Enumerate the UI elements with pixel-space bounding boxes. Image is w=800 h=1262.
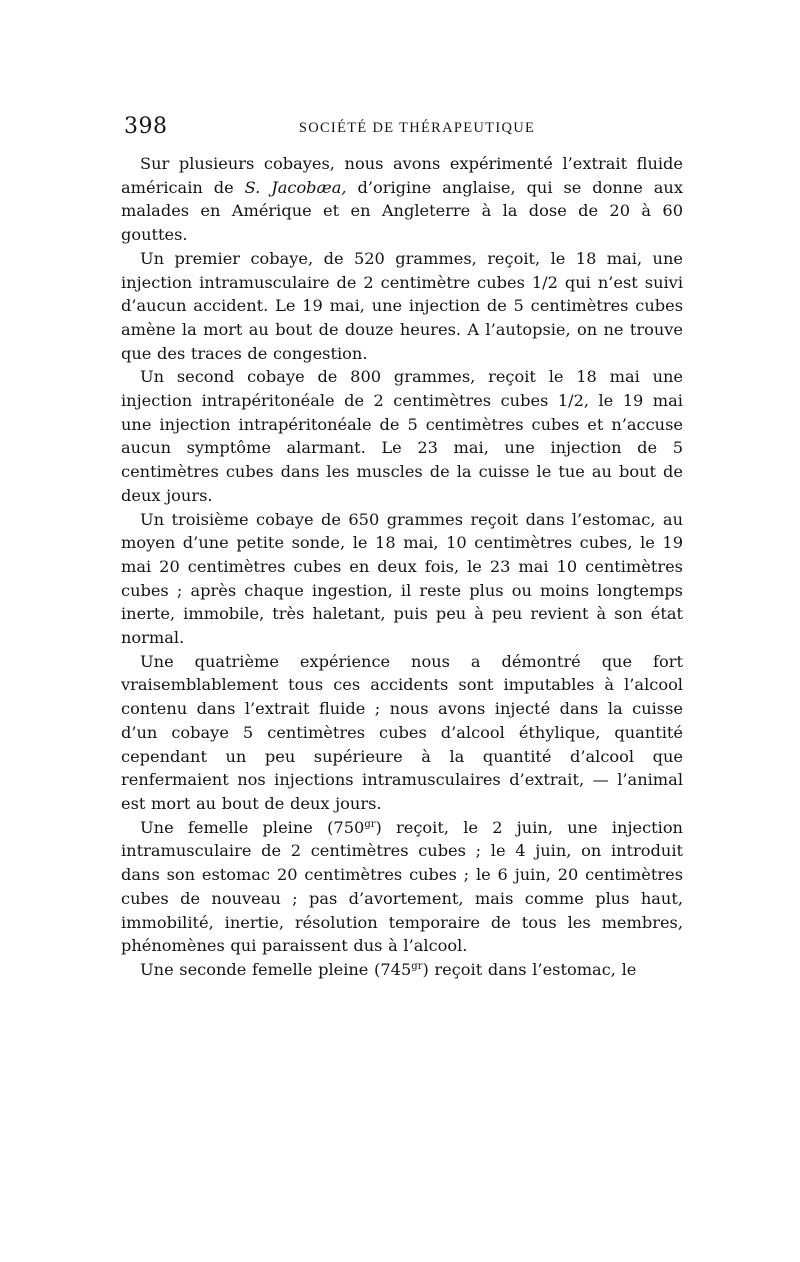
paragraph-text: Une seconde femelle pleine (745 [140, 959, 412, 979]
body-text [121, 152, 683, 982]
paragraph-second-cobaye: Un second cobaye de 800 grammes, reçoit le 18 mai une injection intrapéritonéale de 2 centimètres cubes 1/2, le 19 mai une injection intrapéritonéale de 5 centimètres cubes et n’accuse aucun symptôme alarmant. Le 23 mai, une injection de 5 centimètres cubes dans les muscles de la cuisse le tue au bout de deux jours. [121, 367, 683, 505]
paragraph-quatrieme-experience: Une quatrième expérience nous a démontré que fort vraisemblablement tous ces accidents sont imputables à l’alcool contenu dans l’extrait fluide ; nous avons injecté dans la cuisse d’un cobaye 5 centimètres cubes d’alcool éthylique, quantité cependant un peu supérieure à la quantité d’alcool que renfermaient nos injections intramusculaires d’extrait, — l’animal est mort au bout de deux jours. [121, 651, 683, 813]
paragraph-troisieme-cobaye: Un troisième cobaye de 650 grammes reçoit dans l’estomac, au moyen d’une petite sonde, le 18 mai, 10 centimètres cubes, le 19 mai 20 centimètres cubes en deux fois, le 23 mai 10 centimètres cubes ; après chaque ingestion, il reste plus ou moins longtemps inerte, immobile, très haletant, puis peu à peu revient à son état normal. [121, 509, 683, 648]
running-head: SOCIÉTÉ DE THÉRAPEUTIQUE [298, 120, 536, 136]
weight-unit: gr [411, 960, 423, 972]
paragraph-text: Une femelle pleine (750 [140, 817, 365, 837]
paragraph-text: d’origine anglaise, qui se donne aux malades en Amérique et en Angleterre à la dose de 20 à 60 gouttes. [121, 177, 683, 245]
page-header [124, 112, 684, 142]
paragraph-text: Sur plusieurs cobayes, nous avons expérimenté l’extrait fluide américain de [121, 154, 683, 197]
paragraph-text: ) reçoit dans l’estomac, le [422, 959, 637, 979]
page-number: 398 [124, 114, 168, 139]
paragraph-seconde-femelle [121, 958, 683, 982]
weight-unit: gr [364, 818, 376, 830]
paragraph-text: ) reçoit, le 2 juin, une injection intramusculaire de 2 centimètres cubes ; le 4 juin, on introduit dans son estomac 20 centimètres cubes ; le 6 juin, 20 centimètres cubes de nouveau ; pas d’avortement, mais comme plus haut, immobilité, inertie, résolution temporaire de tous les membres, phénomènes qui paraissent dus à l’alcool. [121, 817, 683, 956]
paragraph-premier-cobaye: Un premier cobaye, de 520 grammes, reçoit, le 18 mai, une injection intramusculaire de 2 centimètre cubes 1/2 qui n’est suivi d’aucun accident. Le 19 mai, une injection de 5 centimètres cubes amène la mort au bout de douze heures. A l’autopsie, on ne trouve que des traces de congestion. [121, 248, 683, 363]
paragraph-extrait-fluide [121, 152, 683, 247]
species-name: S. Jacobæa, [244, 177, 347, 197]
paragraph-femelle-pleine [121, 816, 683, 958]
